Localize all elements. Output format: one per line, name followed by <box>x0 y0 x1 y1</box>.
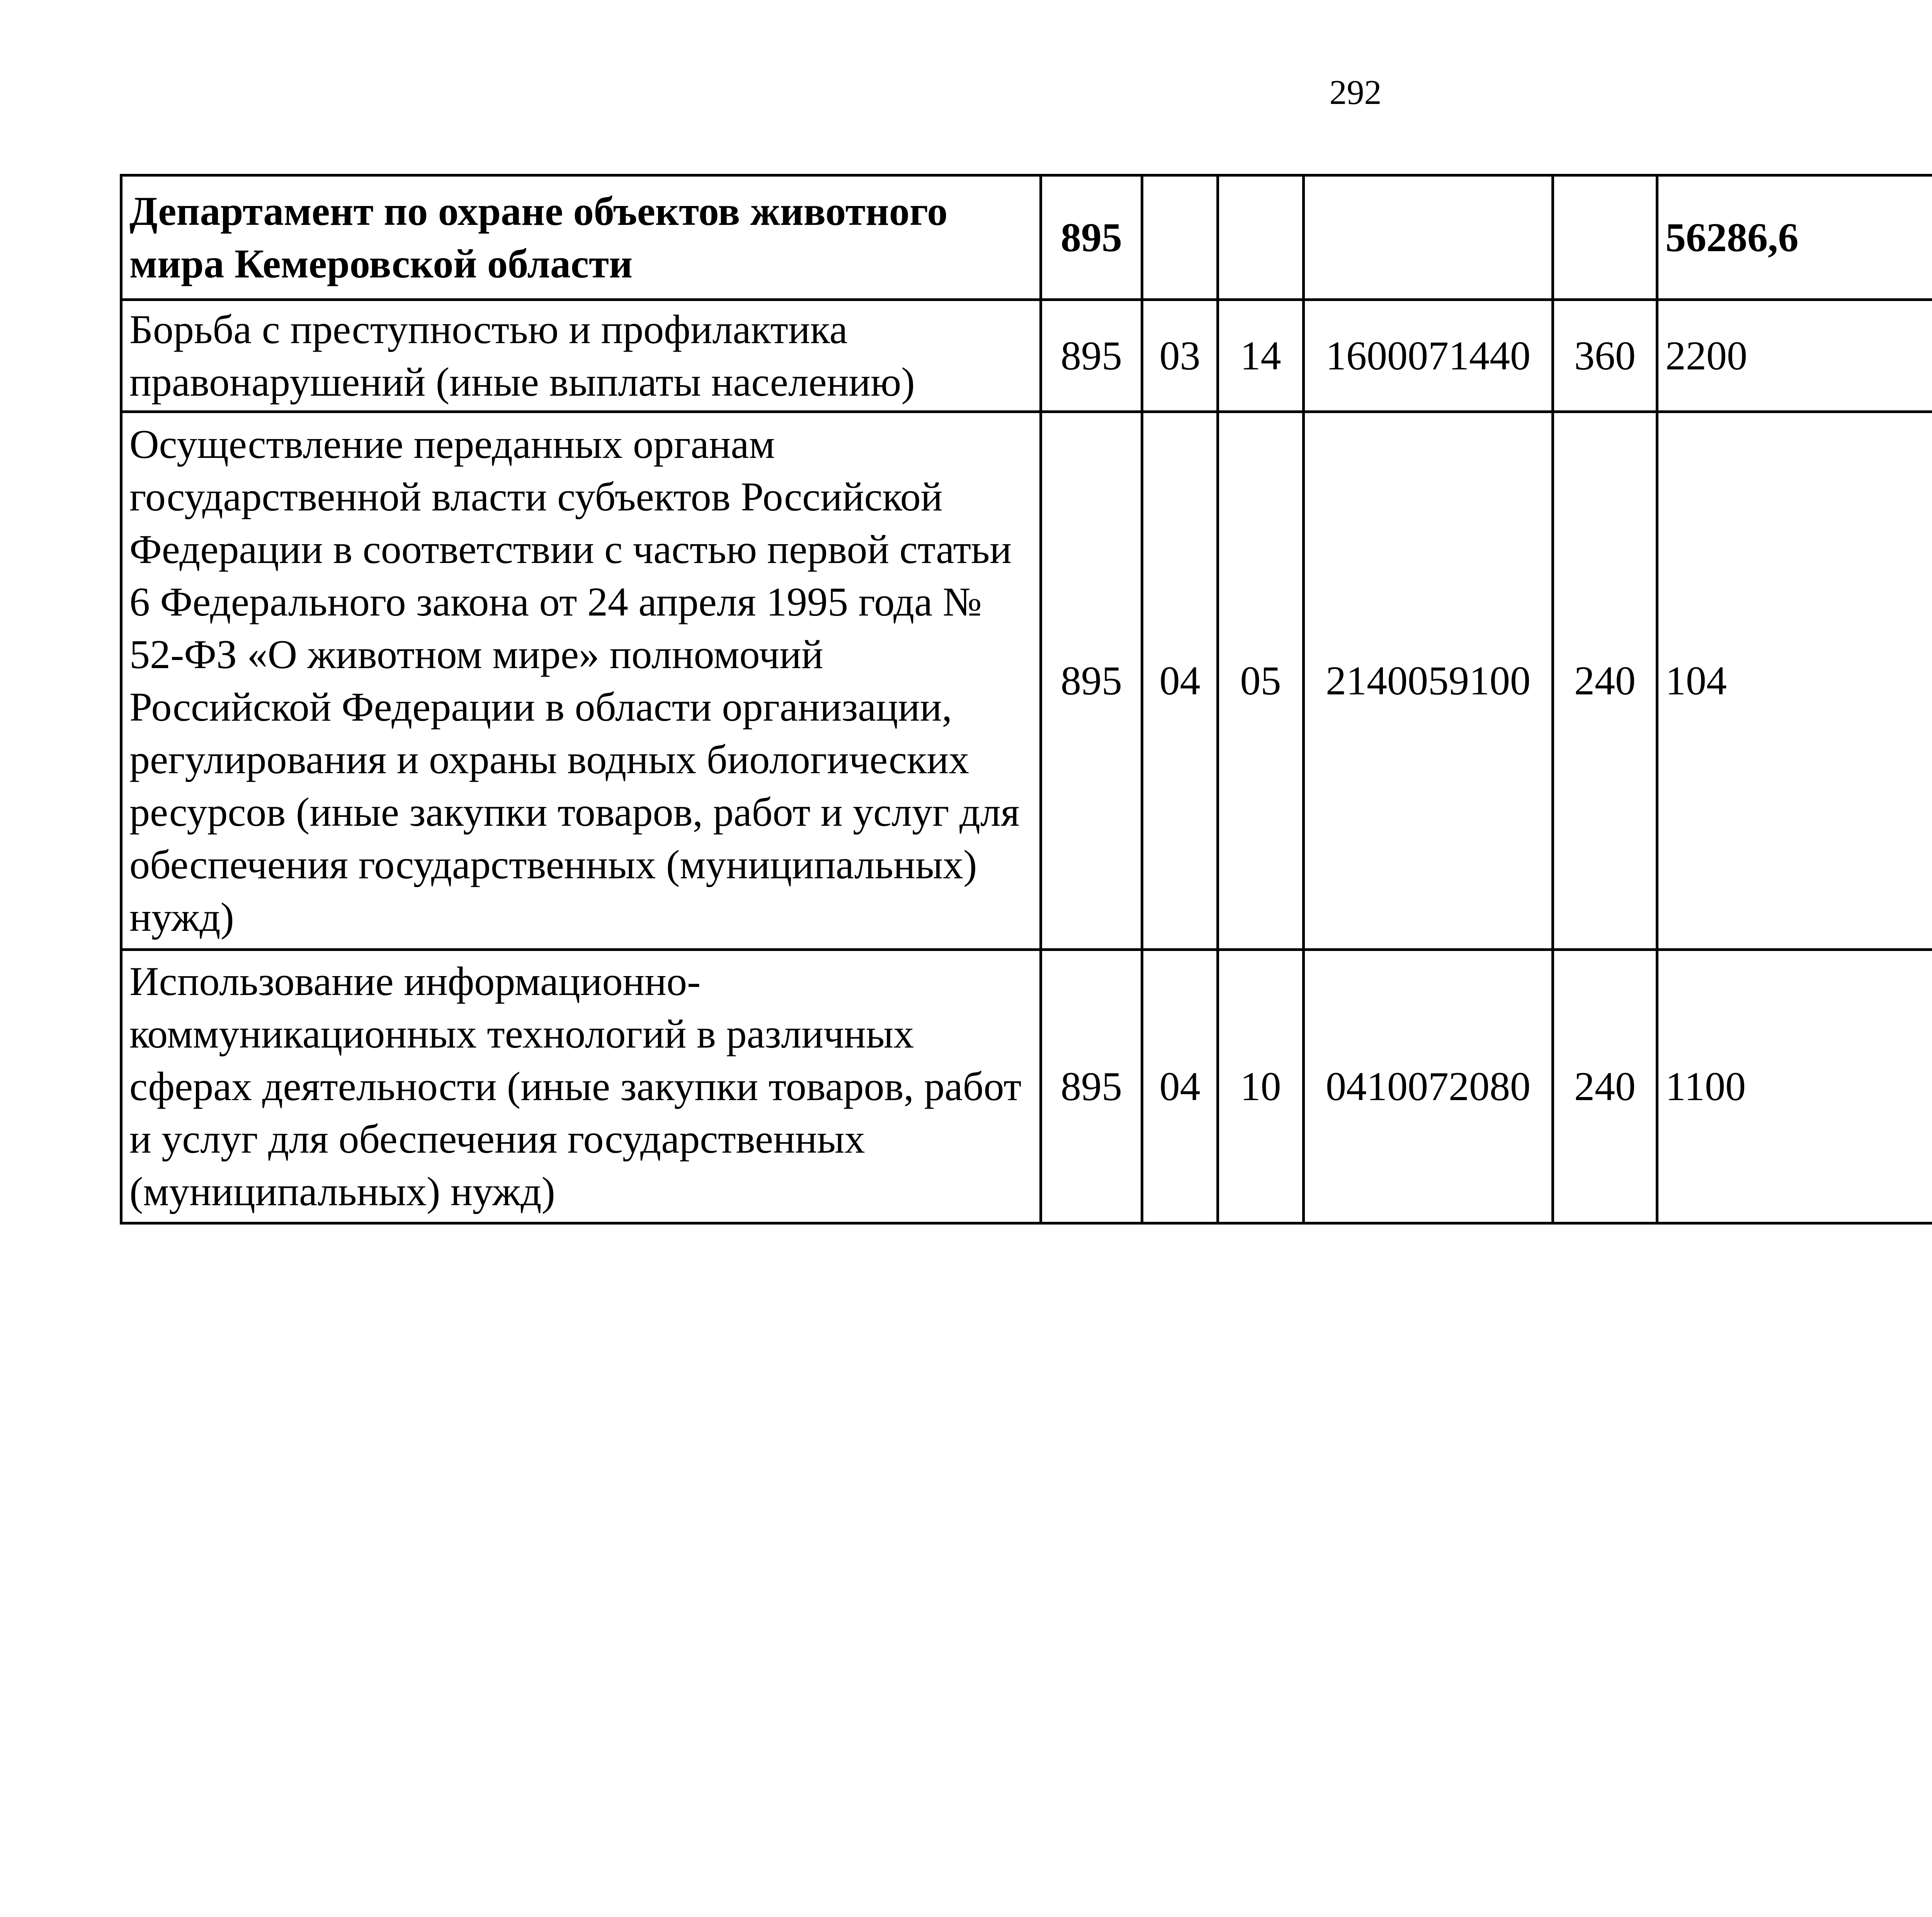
ministry-code: 895 <box>1041 950 1142 1223</box>
table-row <box>121 175 1932 300</box>
table-row <box>121 412 1932 950</box>
amount-year-1: 1100 <box>1657 950 1932 1223</box>
amount-year-1: 2200 <box>1657 300 1932 412</box>
expense-type-code: 240 <box>1553 412 1657 950</box>
ministry-code: 895 <box>1041 412 1142 950</box>
table-row <box>121 950 1932 1223</box>
subsection-code: 10 <box>1218 950 1304 1223</box>
target-article-code: 0410072080 <box>1304 950 1553 1223</box>
expense-type-code <box>1553 175 1657 300</box>
amount-year-1: 56286,6 <box>1657 175 1932 300</box>
target-article-code: 2140059100 <box>1304 412 1553 950</box>
row-description: Использование информационно-коммуникационных технологий в различных сферах деятельности (иные закупки товаров, работ и услуг для обеспечения государственных (муниципальных) нужд) <box>121 950 1041 1223</box>
page-number: 292 <box>1329 73 1382 112</box>
amount-year-1: 104 <box>1657 412 1932 950</box>
subsection-code: 05 <box>1218 412 1304 950</box>
expense-type-code: 240 <box>1553 950 1657 1223</box>
subsection-code <box>1218 175 1304 300</box>
table-row <box>121 300 1932 412</box>
target-article-code: 1600071440 <box>1304 300 1553 412</box>
subsection-code: 14 <box>1218 300 1304 412</box>
section-code: 04 <box>1142 950 1218 1223</box>
section-code <box>1142 175 1218 300</box>
section-code: 04 <box>1142 412 1218 950</box>
ministry-code: 895 <box>1041 175 1142 300</box>
row-description: Борьба с преступностью и профилактика правонарушений (иные выплаты населению) <box>121 300 1041 412</box>
section-code: 03 <box>1142 300 1218 412</box>
row-description: Департамент по охране объектов животного мира Кемеровской области <box>121 175 1041 300</box>
target-article-code <box>1304 175 1553 300</box>
ministry-code: 895 <box>1041 300 1142 412</box>
budget-table <box>120 174 1932 1225</box>
row-description: Осуществление переданных органам государственной власти субъектов Российской Федерации в соответствии с частью первой статьи 6 Федерального закона от 24 апреля 1995 года № 52-ФЗ «О животном мире» полномочий Российской Федерации в области организации, регулирования и охраны водных биологических ресурсов (иные закупки товаров, работ и услуг для обеспечения государственных (муниципальных) нужд) <box>121 412 1041 950</box>
expense-type-code: 360 <box>1553 300 1657 412</box>
